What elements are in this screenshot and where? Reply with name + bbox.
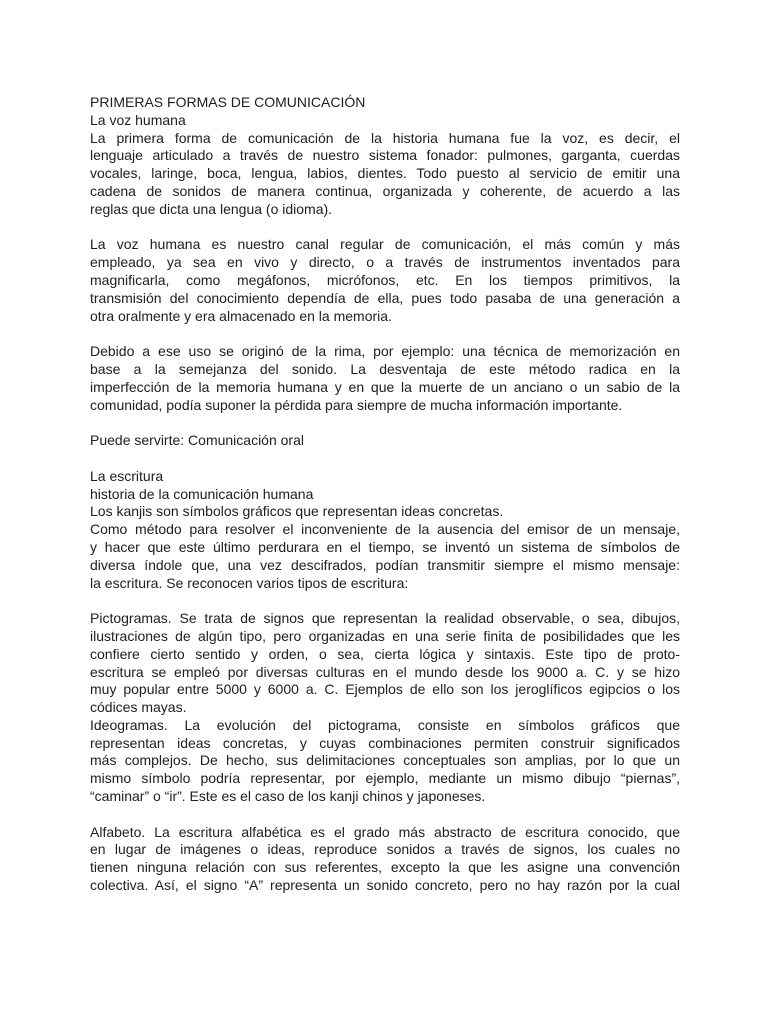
text-line: Los kanjis son símbolos gráficos que representan ideas concretas. <box>90 503 504 520</box>
text-line: vocales, laringe, boca, lengua, labios, dientes. Todo puesto al servicio de emitir una <box>90 165 680 182</box>
text-line: en lugar de imágenes o ideas, reproduce sonidos a través de signos, los cuales no <box>90 841 680 858</box>
text-line: comunidad, podía suponer la pérdida para siempre de mucha información importante. <box>90 396 623 413</box>
text-line: confiere cierto sentido y orden, o sea, cierta lógica y sintaxis. Este tipo de proto- <box>90 645 680 662</box>
text-line: Puede servirte: Comunicación oral <box>90 432 304 449</box>
paragraph-b6 <box>90 610 680 806</box>
text-line: representan ideas concretas, y cuyas combinaciones permiten construir significados <box>90 734 680 751</box>
text-line: PRIMERAS FORMAS DE COMUNICACIÓN <box>90 94 366 110</box>
text-line: diversa índole que, una vez descifrados, podían transmitir siempre el mismo mensaje: <box>90 556 680 573</box>
paragraph-spacer <box>90 592 680 610</box>
text-line: empleado, ya sea en vivo y directo, o a través de instrumentos inventados para <box>90 254 680 271</box>
text-line: y hacer que este último perdurara en el tiempo, se inventó un sistema de símbolos de <box>90 538 680 555</box>
text-line: Debido a ese uso se originó de la rima, por ejemplo: una técnica de memorización en <box>90 343 680 360</box>
paragraph-spacer <box>90 414 680 432</box>
text-line: La voz humana <box>90 111 186 128</box>
text-line: historia de la comunicación humana <box>90 485 314 502</box>
paragraph-spacer <box>90 325 680 343</box>
text-line: “caminar” o “ir”. Este es el caso de los kanji chinos y japoneses. <box>90 788 486 805</box>
text-line: La escritura <box>90 467 164 484</box>
text-line: otra oralmente y era almacenado en la memoria. <box>90 307 392 324</box>
text-line: la escritura. Se reconocen varios tipos de escritura: <box>90 574 409 591</box>
text-line: más complejos. De hecho, sus delimitaciones conceptuales son amplias, por lo que un <box>90 752 680 769</box>
text-line: muy popular entre 5000 y 6000 a. C. Ejemplos de ello son los jeroglíficos egipcios o los <box>90 681 680 698</box>
text-line: ilustraciones de algún tipo, pero organizadas en una serie finita de posibilidades que les <box>90 627 680 644</box>
paragraph-spacer <box>90 219 680 237</box>
text-line: escritura se empleó por diversas culturas en el mundo desde los 9000 a. C. y se hizo <box>90 663 680 680</box>
text-line: Como método para resolver el inconveniente de la ausencia del emisor de un mensaje, <box>90 521 680 538</box>
paragraph-spacer <box>90 450 680 468</box>
text-line: La voz humana es nuestro canal regular de comunicación, el más común y más <box>90 236 680 253</box>
text-line: Ideogramas. La evolución del pictograma, consiste en símbolos gráficos que <box>90 716 680 733</box>
text-line: reglas que dicta una lengua (o idioma). <box>90 200 333 217</box>
paragraph-b2 <box>90 236 680 325</box>
text-line: Pictogramas. Se trata de signos que representan la realidad observable, o sea, dibujos, <box>90 610 680 627</box>
text-line: tienen ninguna relación con sus referentes, excepto la que les asigne una convención <box>90 859 680 876</box>
document-page <box>90 94 680 895</box>
text-line: colectiva. Así, el signo “A” representa un sonido concreto, pero no hay razón por la cual <box>90 877 680 894</box>
paragraph-b5 <box>90 468 680 593</box>
text-line: lenguaje articulado a través de nuestro sistema fonador: pulmones, garganta, cuerdas <box>90 147 680 164</box>
text-line: mismo símbolo podría representar, por ejemplo, mediante un mismo dibujo “piernas”, <box>90 770 680 787</box>
text-line: códices mayas. <box>90 699 187 716</box>
text-line: cadena de sonidos de manera continua, organizada y coherente, de acuerdo a las <box>90 182 680 199</box>
paragraph-b3 <box>90 343 680 414</box>
text-line: imperfección de la memoria humana y en que la muerte de un anciano o un sabio de la <box>90 378 680 395</box>
text-line: base a la semejanza del sonido. La desventaja de este método radica en la <box>90 360 680 377</box>
paragraph-b1 <box>90 94 680 219</box>
text-line: magnificarla, como megáfonos, micrófonos, etc. En los tiempos primitivos, la <box>90 271 680 288</box>
paragraph-b4 <box>90 432 680 450</box>
text-line: transmisión del conocimiento dependía de ella, pues todo pasaba de una generación a <box>90 289 680 306</box>
paragraph-spacer <box>90 806 680 824</box>
text-line: La primera forma de comunicación de la historia humana fue la voz, es decir, el <box>90 129 680 146</box>
text-line: Alfabeto. La escritura alfabética es el grado más abstracto de escritura conocido, que <box>90 823 680 840</box>
paragraph-b7 <box>90 824 680 895</box>
